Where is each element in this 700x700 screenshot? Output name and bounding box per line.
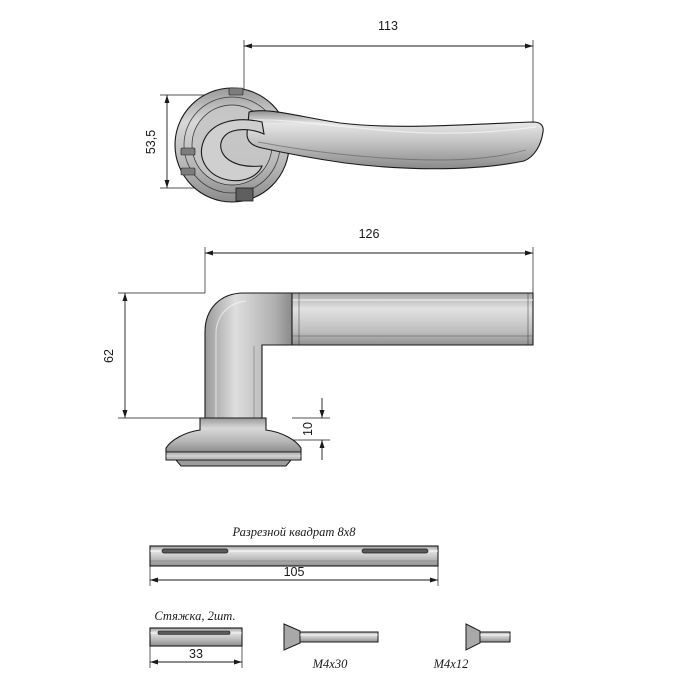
screw-m4x12-label: M4x12 xyxy=(433,657,469,671)
fastener-sleeve xyxy=(150,628,242,646)
fasteners-caption: Стяжка, 2шт. xyxy=(154,609,236,623)
dim-53-5-label: 53,5 xyxy=(144,129,158,155)
dim-62-label: 62 xyxy=(102,349,116,363)
spindle-body xyxy=(150,546,438,566)
dim-113-label: 113 xyxy=(378,19,398,33)
dim-33-label: 33 xyxy=(189,647,203,661)
dim-126-label: 126 xyxy=(358,227,380,241)
rosette-bottom-tab xyxy=(236,188,253,201)
dim-105-label: 105 xyxy=(283,565,305,579)
spindle-caption: Разрезной квадрат 8х8 xyxy=(232,525,356,539)
dim-10-label: 10 xyxy=(301,422,315,436)
screw-m4x30-label: M4x30 xyxy=(312,657,348,671)
